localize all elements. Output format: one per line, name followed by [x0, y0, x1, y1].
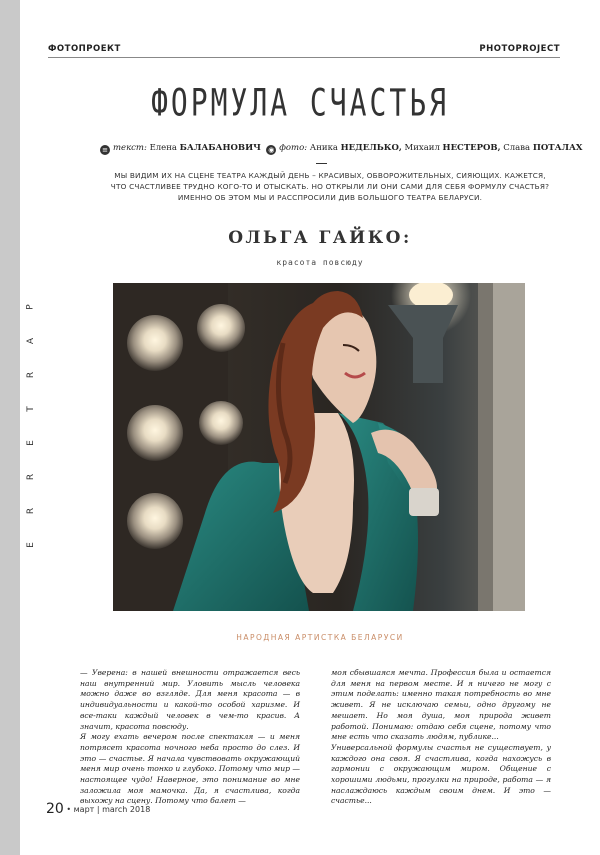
photographer-first-name: Слава: [503, 143, 531, 153]
article-lead: МЫ ВИДИМ ИХ НА СЦЕНЕ ТЕАТРА КАЖДЫЙ ДЕНЬ – КРАСИВЫХ, ОБВОРОЖИТЕЛЬНЫХ, СИЯЮЩИХ. КАЖЕТСЯ, ЧТО СЧАСТЛИВЕЕ ТРУДНО КОГО-ТО И ОТЫСКАТЬ. НО ОТКРЫЛИ ЛИ ОНИ САМИ ДЛЯ СЕБЯ ФОРМУЛУ СЧАСТЬЯ? ИМЕННО ОБ ЭТОМ МЫ И РАССПРОСИЛИ ДИВ БОЛЬШОГО ТЕАТРА БЕЛАРУСИ.: [110, 171, 550, 202]
issue-date: март | march 2018: [73, 805, 151, 814]
section-label-en: PHOTOPROJECT: [479, 44, 560, 54]
portrait-photo-illustration: [113, 283, 525, 611]
page-number: 20: [46, 801, 64, 817]
side-letter: R: [25, 473, 36, 481]
portrait-photo: [113, 283, 525, 611]
photographer-last-name: НЕСТЕРОВ,: [442, 143, 501, 153]
header-rule: [48, 57, 560, 58]
side-letter: T: [26, 406, 36, 412]
article-title: ФОРМУЛА СЧАСТЬЯ: [151, 80, 449, 125]
text-credit-icon: ≡: [100, 145, 110, 155]
text-credit-label: текст:: [113, 143, 147, 153]
camera-icon: ◉: [268, 146, 275, 154]
body-paragraph: моя сбывшаяся мечта. Профессия была и остается для меня на первом месте. И я ничего не могу с этим поделать: именно такая потребность во мне живет. Я не исключаю семьи, одно другому не мешает. Но моя душа, моя природа живет работой. Понимаю: отдаю себя сцене, потому что мне есть что сказать людям, публике...: [331, 668, 551, 742]
side-letter: R: [25, 371, 36, 379]
side-letter: A: [25, 337, 36, 345]
body-column-left: [80, 668, 300, 807]
photographer-first-name: Аника: [309, 143, 338, 153]
page-header: [48, 44, 560, 56]
side-letter: E: [26, 542, 36, 548]
interview-subheading: красота повсюду: [276, 258, 364, 267]
side-word-parterre: [24, 290, 38, 562]
side-letter: P: [26, 304, 36, 310]
photo-caption: НАРОДНАЯ АРТИСТКА БЕЛАРУСИ: [236, 633, 404, 642]
photographer-last-name: ПОТАЛАХ: [532, 143, 583, 153]
body-paragraph: Я могу ехать вечером после спектакля — и меня потрясет красота ночного неба просто до слез. И это — счастье. Я начала чувствовать окружающий меня мир очень тонко и глубоко. Потому что мир — настоящее чудо! Наверное, это понимание во мне заложила моя мамочка. Да, я счастлива, когда выхожу на сцену. Потому что балет —: [80, 732, 300, 806]
photographer-last-name: НЕДЕЛЬКО,: [340, 143, 402, 153]
section-label-ru: ФОТОПРОЕКТ: [48, 44, 121, 54]
page-spine: [0, 0, 20, 855]
credits-divider: [316, 163, 327, 164]
interview-heading: ОЛЬГА ГАЙКО:: [228, 228, 412, 248]
body-paragraph: Универсальной формулы счастья не существует, у каждого она своя. Я счастлива, когда нахожусь в гармонии с окружающим миром. Общение с хорошими людьми, прогулки на природе, работа — я наслаждаюсь каждым своим днем. И это — счастье...: [331, 742, 551, 806]
photo-credit-label: фото:: [279, 143, 308, 153]
author-last-name: БАЛАБАНОВИЧ: [179, 143, 261, 153]
photographer-first-name: Михаил: [404, 143, 440, 153]
side-letter: E: [26, 440, 36, 446]
author-first-name: Елена: [149, 143, 177, 153]
footer-bullet: •: [66, 805, 72, 814]
article-credits: [100, 143, 583, 155]
side-letter: R: [25, 507, 36, 515]
body-paragraph: — Уверена: в нашей внешности отражается весь наш внутренний мир. Уловить мысль человека можно даже во взгляде. Для меня красота — в индивидуальности и какой-то особой харизме. И все-таки каждый человек в чем-то красив. А значит, красота повсюду.: [80, 668, 300, 731]
page-footer: [46, 801, 150, 817]
body-column-right: [331, 668, 551, 807]
